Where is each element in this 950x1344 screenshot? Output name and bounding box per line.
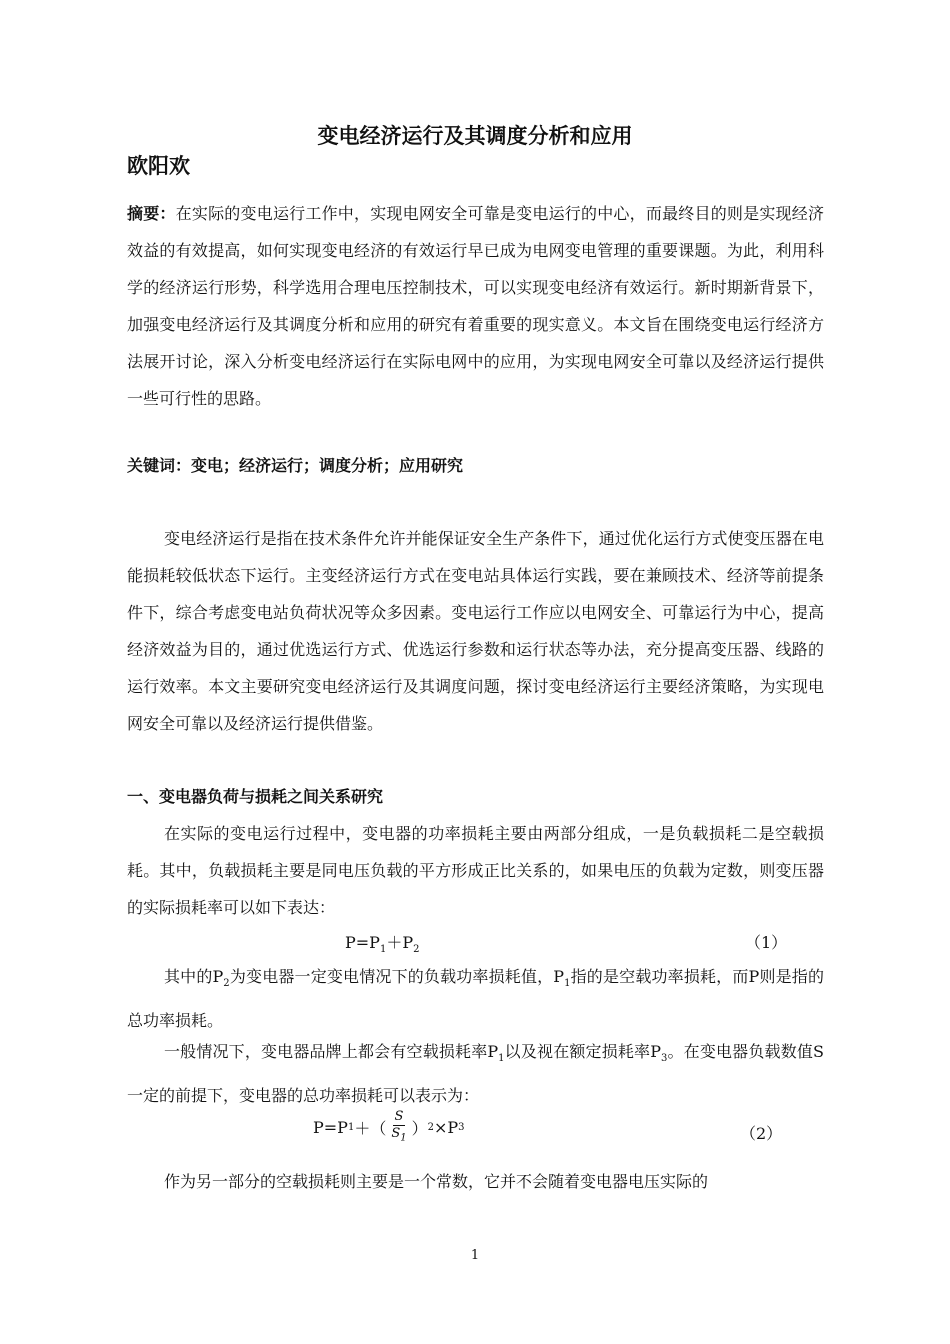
formula-1	[345, 930, 419, 955]
formula-2-close: ）	[411, 1119, 428, 1139]
formula-2-plus: ＋（	[354, 1119, 387, 1139]
document-title: 变电经济运行及其调度分析和应用	[317, 124, 633, 148]
section-heading: 一、变电器负荷与损耗之间关系研究	[127, 787, 384, 806]
section-paragraph-3	[127, 1033, 824, 1114]
intro-paragraph: 变电经济运行是指在技术条件允许并能保证安全生产条件下，通过优化运行方式使变压器在电能损耗较低状态下运行。主变经济运行方式在变电站具体运行实践，要在兼顾技术、经济等前提条件下，综合考虑变电站负荷状况等众多因素。变电运行工作应以电网安全、可靠运行为中心，提高经济效益为目的，通过优选运行方式、优选运行参数和运行状态等办法，充分提高变压器、线路的运行效率。本文主要研究变电经济运行及其调度问题，探讨变电经济运行主要经济策略，为实现电网安全可靠以及经济运行提供借鉴。	[127, 529, 824, 733]
fraction-denominator-symbol: S	[391, 1126, 401, 1141]
formula-2-lhs: P=P	[313, 1118, 348, 1138]
para3-part-c: 。在变电器负载数值S一定的前提下，变电器的总功率损耗可以表示为：	[127, 1042, 824, 1106]
formula-2-exponent: 2	[427, 1122, 434, 1134]
fraction-numerator: S	[394, 1109, 404, 1124]
fraction-denominator-sub: 1	[400, 1132, 407, 1144]
formula-2	[313, 1109, 465, 1147]
formula-1-sub1: 1	[379, 944, 387, 956]
page-number: 1	[470, 1248, 480, 1263]
abstract-label: 摘要：	[127, 204, 176, 223]
formula-2-number: （2）	[740, 1124, 783, 1143]
formula-1-number: （1）	[745, 933, 788, 952]
formula-2-fraction	[389, 1109, 408, 1147]
para2-sub2: 2	[223, 978, 230, 990]
formula-1-lhs: P=P	[345, 933, 380, 952]
keywords-line: 关键词：变电；经济运行；调度分析；应用研究	[127, 456, 464, 475]
para3-sub1: 1	[498, 1053, 505, 1065]
para3-part-b: 以及视在额定损耗率P	[504, 1042, 661, 1061]
section-paragraph-2	[127, 958, 824, 1039]
formula-1-sub2: 2	[413, 944, 420, 956]
para2-part-b: 为变电器一定变电情况下的负载功率损耗值，P	[229, 967, 565, 986]
para3-sub3: 3	[660, 1053, 668, 1065]
formula-2-times: ×P	[434, 1118, 459, 1138]
fraction-denominator	[389, 1126, 408, 1147]
formula-1-plus: ＋P	[386, 933, 414, 952]
section-paragraph-1: 在实际的变电运行过程中，变电器的功率损耗主要由两部分组成，一是负载损耗二是空载损耗。其中，负载损耗主要是同电压负载的平方形成正比关系的，如果电压的负载为定数，则变压器的实际损耗率可以如下表达：	[127, 824, 824, 917]
para2-part-a: 其中的P	[164, 967, 224, 986]
abstract-paragraph	[127, 195, 824, 417]
formula-2-sub3: 3	[458, 1122, 465, 1134]
formula-2-sub1: 1	[347, 1122, 355, 1134]
author-name: 欧阳欢	[127, 154, 190, 178]
para2-sub1: 1	[564, 978, 571, 990]
para2-part-c: 指的是空载功率损耗，而P则是指的总功率损耗。	[127, 967, 824, 1031]
section-paragraph-4: 作为另一部分的空载损耗则主要是一个常数，它并不会随着变电器电压实际的	[164, 1172, 709, 1191]
abstract-text: 在实际的变电运行工作中，实现电网安全可靠是变电运行的中心，而最终目的则是实现经济效益的有效提高，如何实现变电经济的有效运行早已成为电网变电管理的重要课题。为此，利用科学的经济运行形势，科学选用合理电压控制技术，可以实现变电经济有效运行。新时期新背景下，加强变电经济运行及其调度分析和应用的研究有着重要的现实意义。本文旨在围绕变电运行经济方法展开讨论，深入分析变电经济运行在实际电网中的应用，为实现电网安全可靠以及经济运行提供一些可行性的思路。	[127, 204, 824, 408]
para3-part-a: 一般情况下，变电器品牌上都会有空载损耗率P	[164, 1042, 499, 1061]
